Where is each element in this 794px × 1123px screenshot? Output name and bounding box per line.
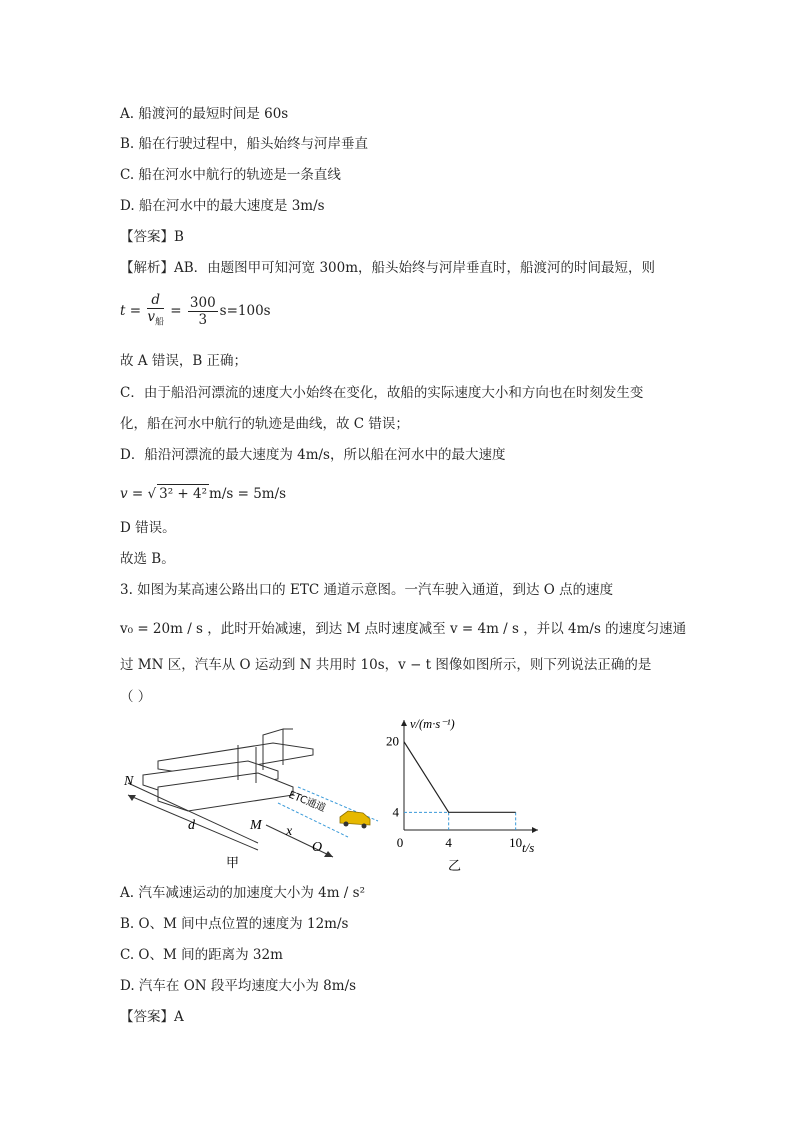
series-line	[404, 742, 516, 813]
label-m: M	[250, 818, 262, 833]
formula-v-lhs: v =	[120, 486, 144, 502]
formula-t-lhs: t =	[120, 302, 142, 319]
chart-axes	[404, 720, 538, 830]
q2-option-c: C. 船在河水中航行的轨迹是一条直线	[120, 167, 341, 183]
q3-option-b: B. O、M 间中点位置的速度为 12m/s	[120, 916, 349, 932]
answer-label: 【答案】	[120, 229, 174, 245]
label-etc: ETC通道	[286, 789, 327, 815]
y-axis-arrow	[401, 720, 407, 726]
fraction-num: d	[147, 292, 164, 309]
analysis-text: AB．由题图甲可知河宽 300m，船头始终与河岸垂直时，船渡河的时间最短，则	[174, 260, 656, 276]
caption-yi: 乙	[448, 859, 462, 874]
x-axis-label: t/s	[522, 840, 535, 855]
den-v: v	[147, 309, 155, 325]
answer-label: 【答案】	[120, 1009, 174, 1025]
q2-option-a: A. 船渡河的最短时间是 60s	[120, 106, 289, 122]
y-axis-label: v/(m·s⁻¹)	[410, 717, 455, 731]
formula-v-tail: m/s = 5m/s	[209, 486, 287, 502]
vt-graph	[380, 712, 550, 877]
chart-ticks	[386, 734, 522, 850]
q2-analysis-line1	[120, 259, 655, 277]
x-tick-label: 10	[509, 835, 523, 850]
label-x: x	[286, 824, 293, 839]
chart-series	[404, 742, 516, 813]
etc-lane-figure	[118, 725, 388, 875]
label-n: N	[124, 774, 134, 789]
y-tick-label: 4	[392, 804, 399, 820]
q2-analysis-line3: C．由于船沿河漂流的速度大小始终在变化，故船的实际速度大小和方向也在时刻发生变	[120, 385, 644, 401]
label-d: d	[188, 818, 195, 833]
q3-stem-line4: （ ）	[120, 689, 152, 705]
q3-stem-line2: v₀ = 20m / s ，此时开始减速，到达 M 点时速度减至 v = 4m / s ，并以 4m/s 的速度匀速通	[120, 621, 687, 637]
car-icon	[340, 811, 370, 829]
den-sub: 船	[154, 317, 164, 328]
x-tick-label: 0	[396, 835, 404, 850]
label-o: O	[312, 840, 323, 855]
sqrt-radicand: 3² + 4²	[159, 486, 208, 502]
chart-guides	[404, 812, 516, 830]
caption-jia: 甲	[226, 856, 240, 871]
q3-option-c: C. O、M 间的距离为 32m	[120, 947, 283, 963]
sqrt-sign: √	[147, 486, 157, 502]
q2-analysis-line7: 故选 B。	[120, 551, 175, 567]
x-arrow	[266, 825, 333, 857]
q3-option-d: D. 汽车在 ON 段平均速度大小为 8m/s	[120, 978, 357, 994]
x-tick-label: 4	[445, 835, 452, 850]
q2-option-b: B. 船在行驶过程中，船头始终与河岸垂直	[120, 136, 369, 152]
x-axis-arrow	[532, 827, 538, 833]
q3-option-a: A. 汽车减速运动的加速度大小为 4m / s²	[120, 885, 365, 901]
q2-option-d: D. 船在河水中的最大速度是 3m/s	[120, 198, 325, 214]
fraction-den-3: 3	[198, 311, 208, 328]
fraction-d-over-v	[147, 292, 164, 331]
analysis-label: 【解析】	[120, 260, 174, 276]
q3-answer	[120, 1008, 184, 1026]
q3-stem-line3: 过 MN 区，汽车从 O 运动到 N 共用时 10s，v − t 图像如图所示，则下列说法正确的是	[120, 657, 652, 673]
formula-t-tail: s=100s	[219, 302, 271, 319]
q2-analysis-line6: D 错误。	[120, 520, 176, 536]
fraction-300-over-3	[188, 295, 218, 328]
q2-answer	[120, 228, 184, 246]
q2-analysis-line2: 故 A 错误，B 正确；	[120, 353, 248, 369]
formula-eq: =	[170, 302, 182, 319]
q3-stem-line1: 3. 如图为某高速公路出口的 ETC 通道示意图。一汽车驶入通道，到达 O 点的速度	[120, 582, 614, 598]
q2-analysis-line4: 化，船在河水中航行的轨迹是曲线，故 C 错误；	[120, 416, 409, 432]
formula-v	[120, 484, 286, 503]
q2-analysis-line5: D．船沿河漂流的最大速度为 4m/s，所以船在河水中的最大速度	[120, 447, 506, 463]
answer-value: B	[174, 229, 184, 245]
answer-value: A	[174, 1009, 184, 1025]
y-tick-label: 20	[386, 733, 399, 749]
arrow-head	[324, 851, 333, 857]
formula-t	[120, 292, 271, 331]
fraction-den	[147, 309, 164, 331]
fraction-num-300: 300	[189, 294, 216, 311]
